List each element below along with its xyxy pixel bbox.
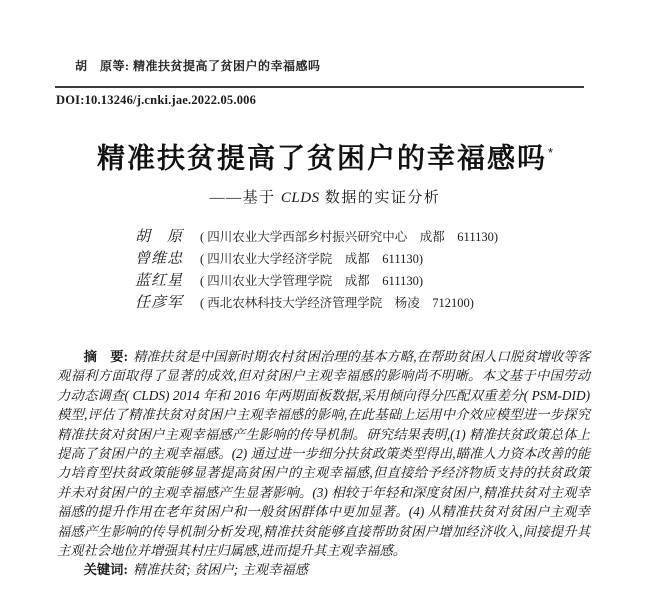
abstract-keywords-block [57, 347, 590, 580]
author-affiliation: ( 西北农林科技大学经济管理学院 杨凌 712100) [200, 296, 474, 310]
abstract-label: 摘 要: [83, 349, 129, 364]
subtitle-suffix: 数据的实证分析 [319, 190, 441, 206]
subtitle-prefix: ——基于 [209, 190, 281, 206]
author-name: 胡 原 [135, 229, 184, 245]
title-footnote-marker: * [547, 145, 554, 160]
doi-text: DOI:10.13246/j.cnki.jae.2022.05.006 [56, 93, 257, 107]
keywords-label: 关键词: [83, 562, 128, 578]
paper-title-text: 精准扶贫提高了贫困户的幸福感吗 [96, 142, 547, 174]
keywords-body: 精准扶贫; 贫困户; 主观幸福感 [132, 562, 308, 578]
running-title: 胡 原等: 精准扶贫提高了贫困户的幸福感吗 [75, 59, 321, 73]
author-row [135, 226, 498, 248]
header-divider-rule [55, 86, 584, 88]
paper-subtitle [0, 188, 650, 208]
paper-title [0, 133, 650, 178]
author-row [135, 270, 498, 292]
subtitle-acronym: CLDS [280, 190, 320, 206]
author-name: 曾维忠 [135, 251, 184, 267]
author-row [135, 248, 498, 270]
author-affiliation: ( 四川农业大学经济学院 成都 611130) [200, 252, 424, 266]
abstract-body: 精准扶贫是中国新时期农村贫困治理的基本方略,在帮助贫困人口脱贫增收等客观福利方面取得了显著的成效,但对贫困户主观幸福感的影响尚不明晰。本文基于中国劳动力动态调查( CLDS) 2014 年和 2016 年两期面板数据,采用倾向得分匹配双重差分( PSM-DID) 模型,评估了精准扶贫对贫困户主观幸福感的影响,在此基础上运用中介效应模型进一步探究精准扶贫对贫困户主观幸福感产生影响的传导机制。研究结果表明,(1) 精准扶贫政策总体上提高了贫困户的主观幸福感。(2) 通过进一步细分扶贫政策类型得出,瞄准人力资本改善的能力培育型扶贫政策能够显著提高贫困户的主观幸福感,但直接给予经济物质支持的扶贫政策并未对贫困户的主观幸福感产生显著影响。(3) 相较于年轻和深度贫困户,精准扶贫对主观幸福感的提升作用在老年贫困户和一般贫困群体中更加显著。(4) 从精准扶贫对贫困户主观幸福感产生影响的传导机制分析发现,精准扶贫能够直接帮助贫困户增加经济收入,间接提升其主观社会地位并增强其村庄归属感,进而提升其主观幸福感。 [57, 349, 590, 559]
running-header [75, 57, 321, 74]
author-affiliation: ( 四川农业大学管理学院 成都 611130) [200, 274, 424, 288]
author-name: 蓝红星 [135, 273, 184, 289]
author-list [135, 226, 498, 314]
abstract-paragraph [57, 347, 590, 560]
author-name: 任彦军 [135, 295, 184, 311]
keywords-paragraph [57, 560, 590, 579]
author-affiliation: ( 四川农业大学西部乡村振兴研究中心 成都 611130) [200, 230, 499, 244]
author-row [135, 292, 498, 314]
